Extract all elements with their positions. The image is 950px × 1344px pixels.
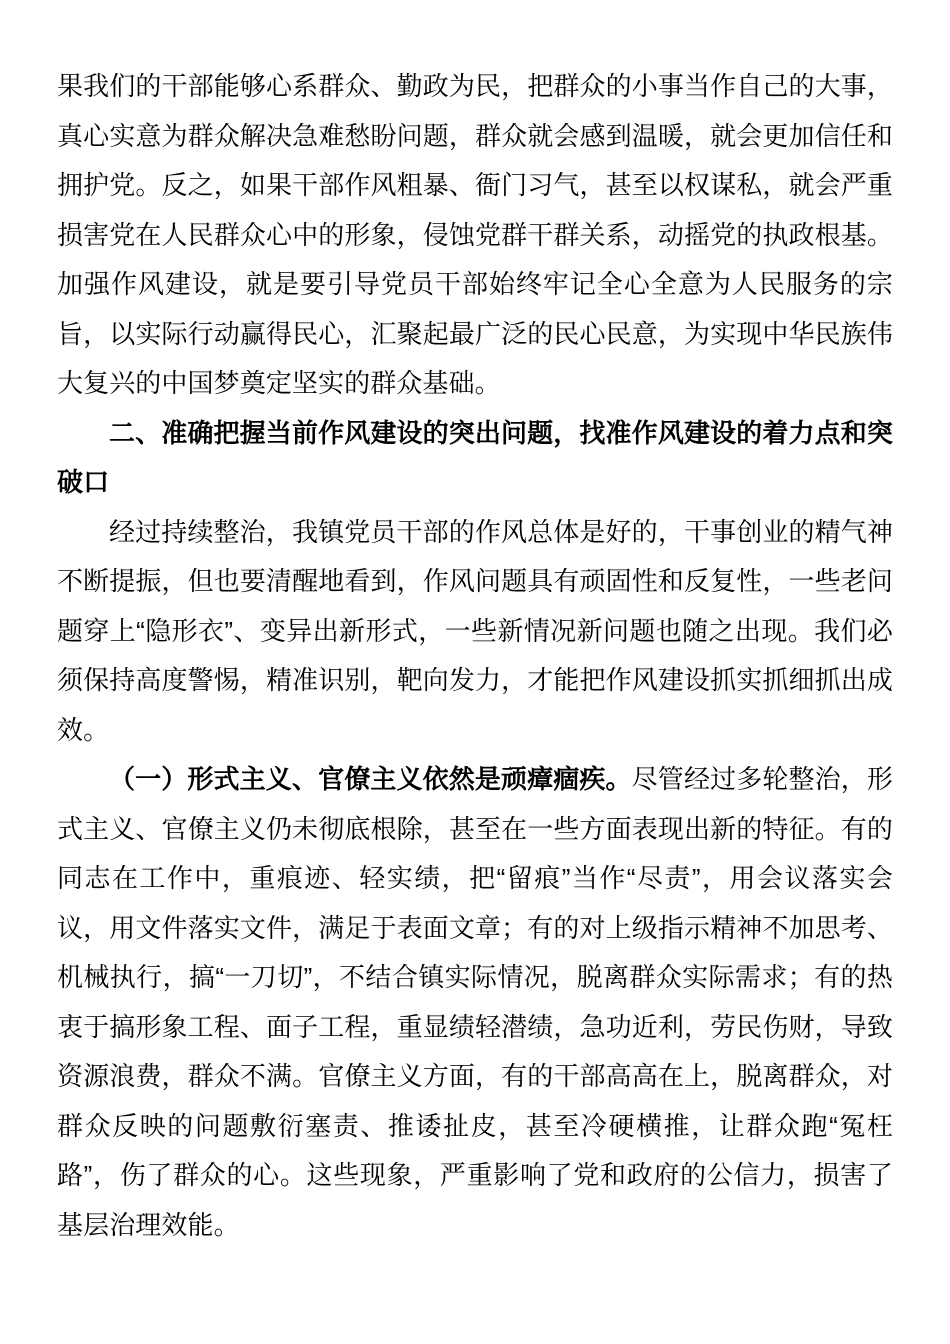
- paragraph-continuation: 果我们的干部能够心系群众、勤政为民，把群众的小事当作自己的大事，真心实意为群众解决急难愁盼问题，群众就会感到温暖，就会更加信任和拥护党。反之，如果干部作风粗暴、衙门习气，甚至以权谋私，就会严重损害党在人民群众心中的形象，侵蚀党群干群关系，动摇党的执政根基。加强作风建设，就是要引导党员干部始终牢记全心全意为人民服务的宗旨，以实际行动赢得民心，汇聚起最广泛的民心民意，为实现中华民族伟大复兴的中国梦奠定坚实的群众基础。: [57, 71, 893, 398]
- section-heading: 二、准确把握当前作风建设的突出问题，找准作风建设的着力点和突破口: [57, 417, 893, 497]
- paragraph-item-one-body: 尽管经过多轮整治，形式主义、官僚主义仍未彻底根除，甚至在一些方面表现出新的特征。有的同志在工作中，重痕迹、轻实绩，把“留痕”当作“尽责”，用会议落实会议，用文件落实文件，满足于表面文章；有的对上级指示精神不加思考、机械执行，搞“一刀切”，不结合镇实际情况，脱离群众实际需求；有的热衷于搞形象工程、面子工程，重显绩轻潜绩，急功近利，劳民伤财，导致资源浪费，群众不满。官僚主义方面，有的干部高高在上，脱离群众，对群众反映的问题敷衍塞责、推诿扯皮，甚至冷硬横推，让群众跑“冤枉路”，伤了群众的心。这些现象，严重影响了党和政府的公信力，损害了基层治理效能。: [57, 764, 893, 1240]
- paragraph-item-one-bold-lead: （一）形式主义、官僚主义依然是顽瘴痼疾。: [109, 764, 632, 794]
- paragraph-overview: 经过持续整治，我镇党员干部的作风总体是好的，干事创业的精气神不断提振，但也要清醒地看到，作风问题具有顽固性和反复性，一些老问题穿上“隐形衣”、变异出新形式，一些新情况新问题也随之出现。我们必须保持高度警惕，精准识别，靶向发力，才能把作风建设抓实抓细抓出成效。: [57, 516, 893, 745]
- paragraph-item-one: [57, 755, 893, 1250]
